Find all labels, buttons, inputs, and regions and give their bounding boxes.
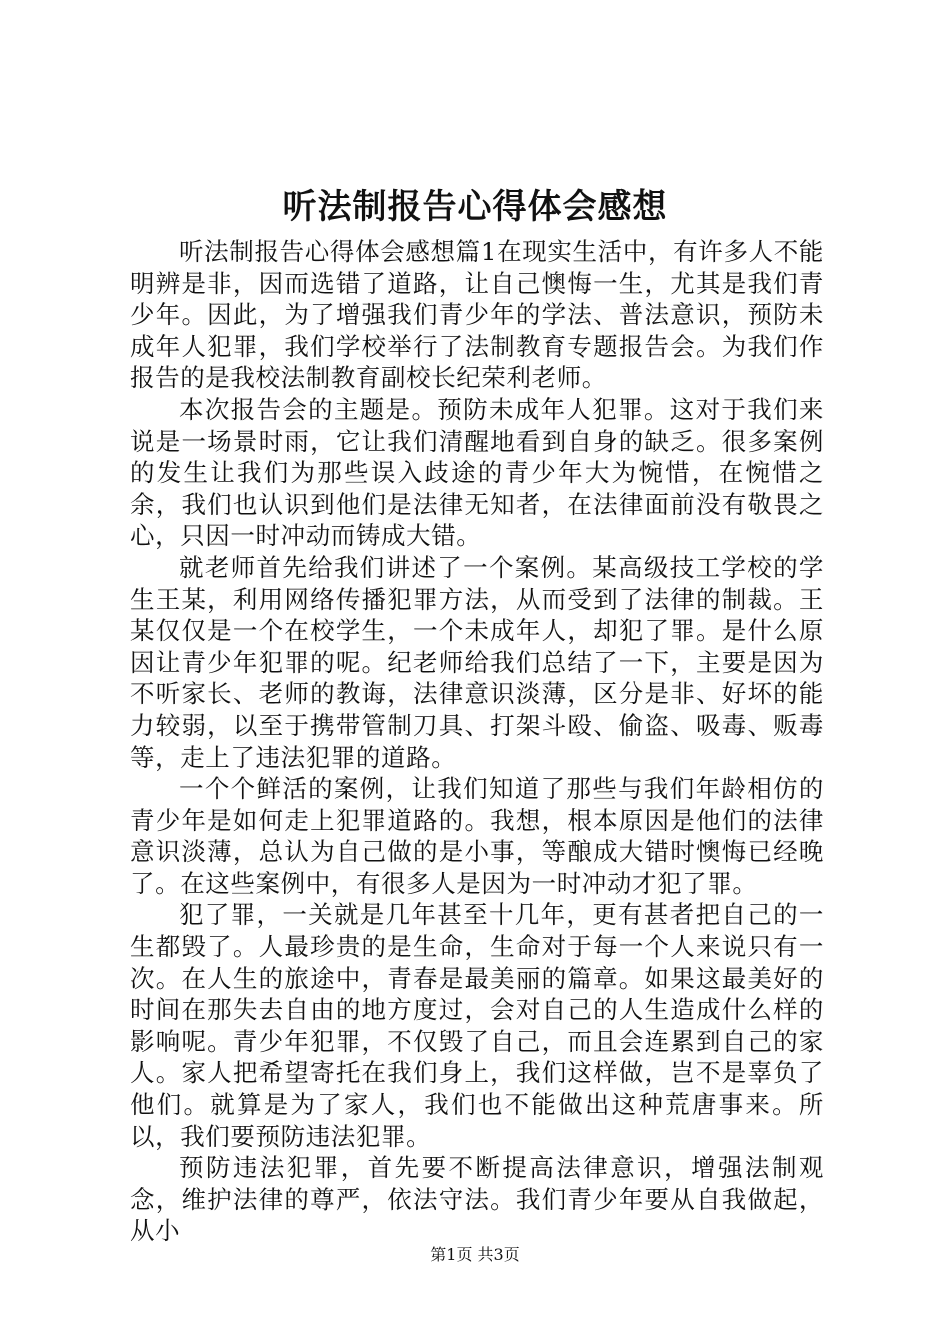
paragraph: 就老师首先给我们讲述了一个案例。某高级技工学校的学生王某，利用网络传播犯罪方法，从而受到了法律的制裁。王某仅仅是一个在校学生，一个未成年人，却犯了罪。是什么原因让青少年犯罪的呢。纪老师给我们总结了一下，主要是因为不听家长、老师的教诲，法律意识淡薄，区分是非、好坏的能力较弱，以至于携带管制刀具、打架斗殴、偷盗、吸毒、贩毒等，走上了违法犯罪的道路。 [130,552,824,772]
page-footer: 第1页 共3页 [430,1245,520,1264]
paragraph: 本次报告会的主题是。预防未成年人犯罪。这对于我们来说是一场景时雨，它让我们清醒地看到自身的缺乏。很多案例的发生让我们为那些误入歧途的青少年大为惋惜，在惋惜之余，我们也认识到他们是法律无知者，在法律面前没有敬畏之心，只因一时冲动而铸成大错。 [130,394,824,551]
article-body [130,236,824,1247]
paragraph: 一个个鲜活的案例，让我们知道了那些与我们年龄相仿的青少年是如何走上犯罪道路的。我想，根本原因是他们的法律意识淡薄，总认为自己做的是小事，等酿成大错时懊悔已经晚了。在这些案例中，有很多人是因为一时冲动才犯了罪。 [130,774,824,898]
paragraph: 预防违法犯罪，首先要不断提高法律意识，增强法制观念，维护法律的尊严，依法守法。我们青少年要从自我做起，从小 [130,1153,824,1246]
paragraph: 犯了罪，一关就是几年甚至十几年，更有甚者把自己的一生都毁了。人最珍贵的是生命，生命对于每一个人来说只有一次。在人生的旅途中，青春是最美丽的篇章。如果这最美好的时间在那失去自由的地方度过，会对自己的人生造成什么样的影响呢。青少年犯罪，不仅毁了自己，而且会连累到自己的家人。家人把希望寄托在我们身上，我们这样做，岂不是辜负了他们。就算是为了家人，我们也不能做出这种荒唐事来。所以，我们要预防违法犯罪。 [130,900,824,1151]
paragraph: 听法制报告心得体会感想篇1在现实生活中，有许多人不能明辨是非，因而选错了道路，让自己懊悔一生，尤其是我们青少年。因此，为了增强我们青少年的学法、普法意识，预防未成年人犯罪，我们学校举行了法制教育专题报告会。为我们作报告的是我校法制教育副校长纪荣利老师。 [130,237,824,393]
page-title: 听法制报告心得体会感想 [282,187,668,227]
